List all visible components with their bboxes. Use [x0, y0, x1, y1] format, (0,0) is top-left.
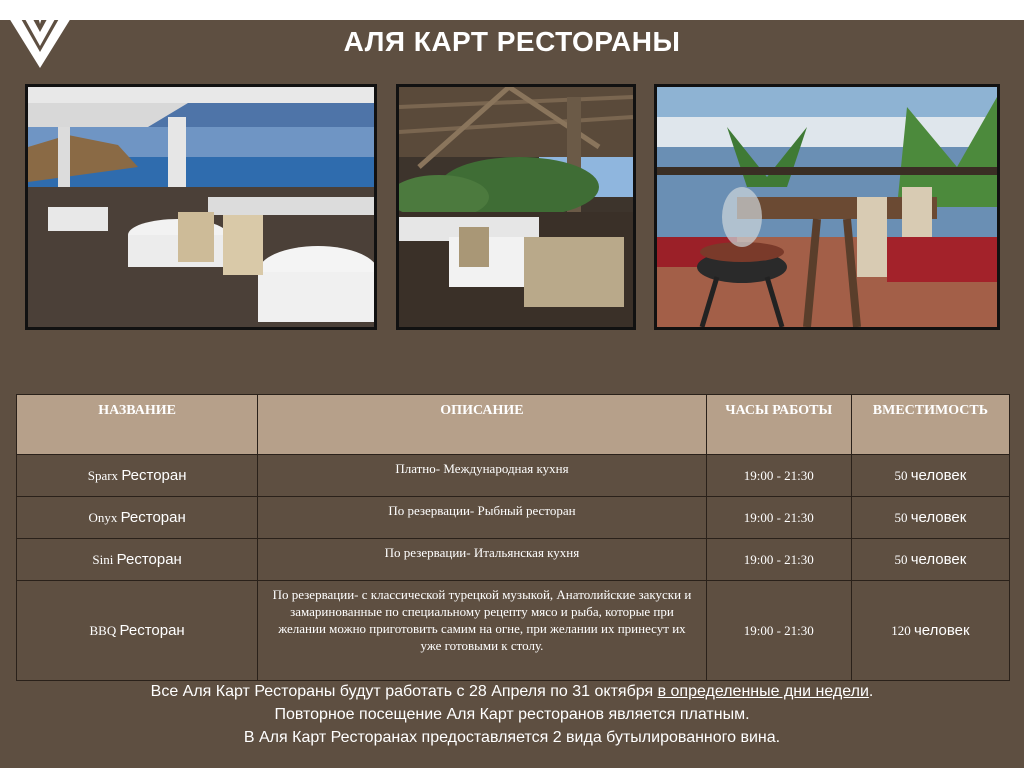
restaurant-name: [17, 497, 258, 539]
table-row: [17, 455, 1010, 497]
name-prefix: Sini: [92, 552, 114, 567]
capacity-number: 50: [894, 510, 908, 525]
weekdays-link[interactable]: в определенные дни недели: [657, 683, 869, 700]
page-title: АЛЯ КАРТ РЕСТОРАНЫ: [343, 26, 681, 57]
restaurant-hours: 19:00 - 21:30: [706, 539, 851, 581]
restaurant-capacity: [851, 455, 1009, 497]
restaurant-description: По резервации- Итальянская кухня: [258, 539, 706, 581]
restaurant-name: [17, 455, 258, 497]
restaurant-terrace-photo-icon: [28, 87, 374, 327]
capacity-unit: человек: [910, 509, 967, 526]
capacity-number: 120: [891, 623, 911, 638]
name-suffix: Ресторан: [119, 622, 185, 639]
name-prefix: BBQ: [89, 623, 117, 638]
table-header-row: [17, 395, 1010, 455]
restaurant-name: [17, 539, 258, 581]
photo-patio: [396, 84, 636, 330]
footer-line-2: Повторное посещение Аля Карт ресторанов является платным.: [274, 706, 750, 723]
capacity-unit: человек: [910, 467, 967, 484]
header-hours: ЧАСЫ РАБОТЫ: [706, 395, 851, 455]
restaurant-description: По резервации- Рыбный ресторан: [258, 497, 706, 539]
header-capacity: ВМЕСТИМОСТЬ: [851, 395, 1009, 455]
photo-bbq: [654, 84, 1000, 330]
restaurant-hours: 19:00 - 21:30: [706, 581, 851, 681]
footer-line-1-text: Все Аля Карт Рестораны будут работать с 28 Апреля по 31 октября: [150, 683, 658, 700]
footer-line-3: В Аля Карт Ресторанах предоставляется 2 вида бутылированного вина.: [243, 729, 781, 746]
restaurant-hours: 19:00 - 21:30: [706, 497, 851, 539]
capacity-unit: человек: [913, 622, 970, 639]
photo-terrace: [25, 84, 377, 330]
capacity-number: 50: [894, 552, 908, 567]
footer-line-1-end: .: [868, 683, 874, 700]
top-white-band: [0, 0, 1024, 20]
bbq-grill-photo-icon: [657, 87, 997, 327]
capacity-number: 50: [894, 468, 908, 483]
restaurant-capacity: [851, 581, 1009, 681]
restaurants-table: [16, 394, 1010, 681]
name-suffix: Ресторан: [120, 509, 186, 526]
table-row: [17, 497, 1010, 539]
name-suffix: Ресторан: [121, 467, 187, 484]
table-row: [17, 539, 1010, 581]
restaurant-hours: 19:00 - 21:30: [706, 455, 851, 497]
restaurant-description: Платно- Международная кухня: [258, 455, 706, 497]
name-prefix: Onyx: [88, 510, 118, 525]
restaurant-description: По резервации- с классической турецкой музыкой, Анатолийские закуски и замаринованные по специальному рецепту мясо и рыба, которые при желании можно приготовить самим на огне, при желании их принесут их уже готовыми к столу.: [258, 581, 706, 681]
name-suffix: Ресторан: [116, 551, 182, 568]
restaurant-name: [17, 581, 258, 681]
name-prefix: Sparx: [87, 468, 119, 483]
restaurant-capacity: [851, 497, 1009, 539]
restaurant-patio-photo-icon: [399, 87, 633, 327]
table-row: [17, 581, 1010, 681]
capacity-unit: человек: [910, 551, 967, 568]
header-description: ОПИСАНИЕ: [258, 395, 706, 455]
footer-notes: [0, 680, 1024, 749]
footer-line-1: [0, 680, 1024, 703]
restaurant-capacity: [851, 539, 1009, 581]
header-name: НАЗВАНИЕ: [17, 395, 258, 455]
